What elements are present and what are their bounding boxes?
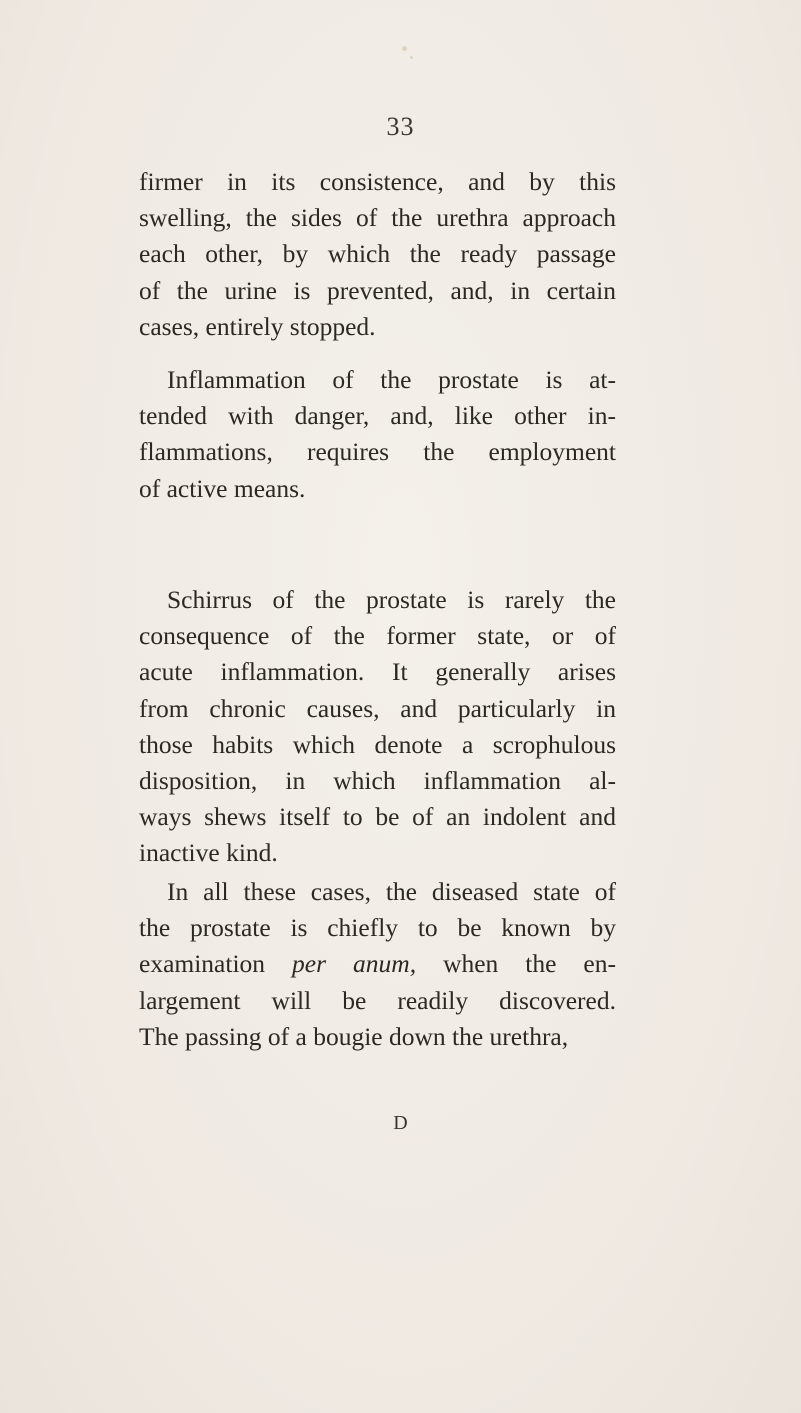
signature-mark: D (393, 1112, 408, 1134)
paper-speck (410, 56, 413, 59)
text-line: each other, by which the ready passage (139, 239, 616, 269)
text-line: The passing of a bougie down the urethra, (139, 1021, 569, 1051)
text-line-with-italic (139, 946, 616, 982)
text-line: disposition, in which inflammation al- (139, 766, 616, 796)
paragraph-1 (139, 164, 616, 345)
italic-phrase: per anum, (292, 949, 417, 979)
text-line: Inflammation of the prostate is at- (167, 365, 616, 394)
text-line: of the urine is prevented, and, in certain (139, 275, 616, 305)
text-line: the prostate is chiefly to be known by (139, 913, 616, 943)
text-line: consequence of the former state, or of (139, 621, 616, 651)
text-line: largement will be readily discovered. (139, 985, 616, 1015)
text-line: firmer in its consistence, and by this (139, 167, 616, 196)
paragraph-2 (139, 362, 616, 507)
text-line: of active means. (139, 473, 306, 503)
page-number: 33 (386, 112, 415, 141)
paragraph-3 (139, 582, 616, 872)
text-line: tended with danger, and, like other in- (139, 401, 616, 431)
text-segment: when the en- (416, 949, 616, 979)
text-line: Schirrus of the prostate is rarely the (167, 585, 616, 614)
text-line: cases, entirely stopped. (139, 311, 376, 341)
text-segment: examination (139, 949, 293, 979)
paragraph-4 (139, 874, 616, 1055)
text-line: acute inflammation. It generally arises (139, 657, 616, 687)
text-line: flammations, requires the employment (139, 437, 616, 467)
text-line: ways shews itself to be of an indolent and (139, 802, 616, 832)
text-line: from chronic causes, and particularly in (139, 693, 616, 723)
text-line: swelling, the sides of the urethra approach (139, 203, 616, 233)
text-line: In all these cases, the diseased state of (167, 877, 616, 906)
text-line: those habits which denote a scrophulous (139, 729, 616, 759)
paper-speck (402, 46, 407, 51)
text-line: inactive kind. (139, 838, 278, 868)
